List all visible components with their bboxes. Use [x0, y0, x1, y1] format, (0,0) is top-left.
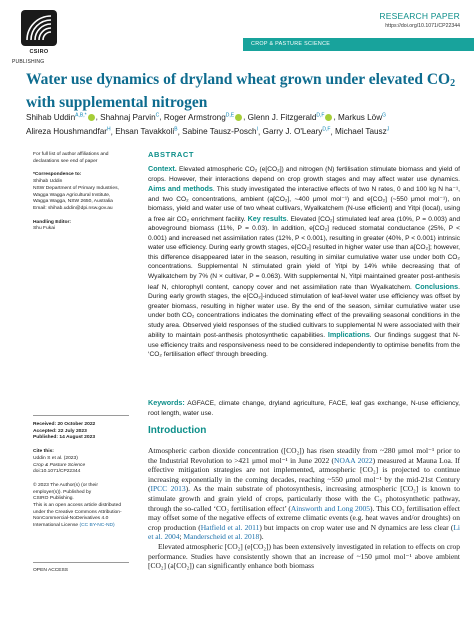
cite-label: Cite this:: [33, 449, 54, 455]
abstract-results-label: Key results: [247, 213, 287, 223]
editor-name: Shu Fukai: [33, 226, 56, 232]
author-affiliation-sup[interactable]: J: [386, 126, 390, 133]
author-name[interactable]: Roger Armstrong: [163, 112, 226, 122]
abstract-aims-label: Aims and methods: [148, 184, 213, 194]
author-name[interactable]: Alireza Houshmandfar: [26, 127, 108, 137]
author-affiliation-sup[interactable]: D,E: [225, 112, 235, 118]
journal-section-band: CROP & PASTURE SCIENCE: [243, 38, 474, 51]
intro-paragraph-2: [148, 542, 460, 571]
copyright-line: This is an open access article distributed: [33, 503, 122, 509]
citation-link[interactable]: IPCC 2013: [150, 484, 186, 494]
license-link[interactable]: (CC BY-NC-ND): [79, 523, 115, 529]
author-line-2: Alireza Houshmandfar$^H$, Ehsan Tavakkoli$^B$, Sabine Tausz-Posch$^I$, Garry J. O'Leary$^{D,F}$, Michael Tausz$^J$: [26, 126, 390, 137]
article-dates-sidebar: [33, 422, 133, 537]
author-name[interactable]: Shahnaj Parvin: [100, 112, 156, 122]
abstract-aims-text: . This study investigated the interactive effects of two N rates, 0 and 100 kg N ha⁻¹, and two CO₂ concentrations, ambient (a[CO₂], ~400 μmol mol⁻¹) and e[CO₂] (~550 μmol mol⁻¹), on biomass, yield and water use of two wheat cultivars, Wyalkatchem (N-use efficient) and Yitpi (local), using a free air CO₂ enrichment facility.: [148, 186, 460, 223]
correspondence-line: Wagga Wagga Agricultural Institute,: [33, 192, 111, 198]
correspondence-name: Shihab Uddin: [33, 179, 63, 185]
intro-text: ) but impacts on crop water use and N dynamics are less clear (: [259, 522, 454, 532]
article-title: [26, 70, 456, 112]
sidebar-divider: [33, 562, 129, 563]
abstract-implications-label: Implications: [327, 330, 370, 340]
copyright-license-line: [33, 523, 133, 530]
correspondence-line: NSW Department of Primary Industries,: [33, 185, 119, 191]
editor-label: Handling Editor:: [33, 219, 72, 225]
copyright-line: under the Creative Commons Attribution-: [33, 509, 122, 515]
abstract-results-text: . Elevated [CO₂] stimulated leaf area (10%, P = 0.003) and aboveground biomass (11%, P = 0.03). In addition, e[CO₂] reduced stomatal conductance (25%, P < 0.001) and increased net assimilation rates (12%, P < 0.001), resulting in greater (40%, P < 0.001) intrinsic water use efficiency. During early growth stages, e[CO₂] resulted in higher water use than a[CO₂]; however, this difference disappeared later in the season, resulting in similar cumulative water use under both CO₂ concentrations. Supplemental N stimulated grain yield of Yitpi by 14% while decreasing that of Wyalkatchem by 7% (N × cultivar, P = 0.063). With supplemental N, Yitpi maintained greater post-anthesis leaf N, chlorophyll content, canopy cover and net assimilation rate than Wyalkatchem.: [148, 215, 461, 291]
dates-block: [33, 422, 133, 442]
abstract-heading: ABSTRACT: [148, 150, 195, 159]
sidebar-divider: [33, 415, 129, 416]
author-entry: [338, 113, 386, 122]
abstract-context-label: Context.: [148, 164, 177, 173]
correspondence-label: *Correspondence to:: [33, 172, 82, 178]
introduction-heading: Introduction: [148, 425, 207, 436]
author-affiliation-sup[interactable]: D,F: [322, 126, 331, 133]
author-affiliation-sup[interactable]: G: [382, 112, 387, 118]
csiro-logo-icon: [21, 10, 57, 46]
copyright-line: NonCommercial-NoDerivatives 4.0: [33, 516, 109, 522]
open-access-label: OPEN ACCESS: [33, 568, 69, 573]
author-entry: [335, 127, 389, 136]
citation-link[interactable]: Li et al. 2004: [148, 522, 460, 542]
correspondence-block: [33, 172, 133, 212]
author-affiliation-sup[interactable]: H: [107, 126, 111, 133]
abstract-conclusions-text: . During early growth stages, the e[CO₂]-induced stimulation of leaf-level water use efficiency was offset by greater biomass, resulting in higher water use. By the end of the season, similar cumulative water use under both CO₂ concentrations indicates the dominating effect of the prevailing seasonal conditions in the study area. Observed yield responses of the studied cultivars to supplemental N were associated with their ability to maintain post-anthesis photosynthetic capabilities.: [148, 283, 460, 340]
author-entry: [263, 127, 331, 136]
cite-line: Uddin S et al. (2023): [33, 455, 78, 461]
author-name[interactable]: Michael Tausz: [335, 127, 387, 137]
csiro-logo: [14, 10, 64, 55]
intro-text: ). This CO₂ fertilisation effect may offset some of the negative effects of extreme climatic events (e.g. heat waves and/or droughts) on crop production (: [148, 503, 461, 532]
doi-link[interactable]: https://doi.org/10.1071/CP22344: [385, 23, 460, 29]
author-entry: [100, 113, 159, 122]
intro-paragraph-1: [148, 446, 460, 542]
author-list: [26, 109, 466, 138]
author-affiliation-sup[interactable]: C: [155, 112, 160, 118]
cite-line: doi:10.1071/CP22344: [33, 469, 81, 475]
abstract-body: [148, 164, 460, 360]
author-affiliation-sup[interactable]: B: [174, 126, 178, 133]
title-tail: with supplemental nitrogen: [26, 94, 208, 111]
intro-text: Atmospheric carbon dioxide concentration ([CO₂]) has risen steadily from ~280 μmol mol⁻¹ prior to the Industrial Revolution to >421 μmol mol⁻¹ in June 2022 (: [148, 446, 460, 465]
orcid-icon[interactable]: [235, 114, 242, 121]
abstract-context-text: Elevated atmospheric CO₂ (e[CO₂]) and nitrogen (N) fertilisation stimulate biomass and yield of crops. However, their interactions depend on crop growth stages and may affect water use dynamics.: [148, 166, 460, 183]
title-subscript: 2: [450, 78, 456, 89]
citation-link[interactable]: NOAA 2022: [334, 455, 373, 465]
author-entry: [26, 113, 96, 122]
intro-text: ).: [259, 532, 264, 542]
author-name[interactable]: Markus Löw: [338, 112, 383, 122]
intro-text: Elevated atmospheric [CO₂] (e[CO₂]) has been extensively investigated in relation to effects on crop performance. Studies have consistently shown that an increase of ~150 μmol mol⁻¹ above ambient [CO₂] (a[CO₂]) can significantly enhance both biomass: [148, 541, 460, 571]
keywords: [148, 398, 460, 418]
published-date: Published: 14 August 2023: [33, 435, 96, 441]
citation-link[interactable]: Ainsworth and Long 2005: [290, 503, 371, 513]
cite-block: [33, 449, 133, 476]
author-name[interactable]: Shihab Uddin: [26, 112, 76, 122]
author-name[interactable]: Glenn J. Fitzgerald: [247, 112, 317, 122]
author-affiliation-sup[interactable]: D,F: [316, 112, 325, 118]
correspondence-email[interactable]: Email: shihab.uddin@dpi.nsw.gov.au: [33, 205, 113, 211]
copyright-line: CSIRO Publishing.: [33, 496, 74, 502]
editor-block: [33, 220, 133, 233]
keywords-text: AGFACE, climate change, dryland agriculture, FACE, leaf gas exchange, N-use efficiency, root length, water use.: [148, 400, 460, 417]
brand-name: CSIRO: [29, 49, 49, 55]
author-entry: [115, 127, 177, 136]
intro-text: ). As the main substrate of photosynthesis, increasing atmospheric [CO₂] is known to stimulate growth and grain yield of crops, particularly those with the C₃ photosynthetic pathway, through the so-called ‘CO₂ fertilisation effect’ (: [148, 484, 460, 513]
article-type-label: RESEARCH PAPER: [379, 11, 460, 21]
citation-link[interactable]: Manderscheid et al. 2018: [183, 532, 260, 542]
publishing-label: PUBLISHING: [12, 59, 45, 65]
received-date: Received: 20 October 2022: [33, 422, 96, 427]
title-main: Water use dynamics of dryland wheat grown under elevated CO: [26, 71, 451, 88]
correspondence-line: Wagga Wagga, NSW 2650, Australia: [33, 199, 113, 205]
accepted-date: Accepted: 22 July 2023: [33, 428, 87, 434]
abstract-implications-text: . Our findings suggest that N-use efficiency traits and responsiveness need to be considered independently to optimise benefits from the ‘CO₂ fertilisation effect’ through breeding.: [148, 332, 460, 359]
author-entry: [164, 113, 243, 122]
intro-text: ;: [179, 532, 184, 542]
copyright-line: International License: [33, 523, 79, 529]
author-affiliation-sup[interactable]: I: [256, 126, 259, 133]
author-entry: [248, 113, 334, 122]
intro-text: ) measured at Mauna Loa. If effective mitigation strategies are not implemented, atmospheric [CO₂] is projected to continue increasing exponentially in the coming decades, reaching ~550 μmol mol⁻¹ by the mid-21st Century (: [148, 455, 460, 494]
abstract-conclusions-label: Conclusions: [415, 281, 459, 291]
introduction-body: [148, 446, 460, 571]
citation-link[interactable]: Hatfield et al. 2011: [200, 522, 260, 532]
orcid-icon[interactable]: [325, 114, 332, 121]
author-line-1: Shihab Uddin$^{A,B,*}$ , Shahnaj Parvin$^C$, Roger Armstrong$^{D,E}$ , Glenn J. Fitzgerald$^{D,F}$ , Markus Löw$^G$: [26, 112, 387, 122]
author-name[interactable]: Ehsan Tavakkoli: [115, 127, 175, 137]
copyright-block: [33, 483, 133, 530]
author-name[interactable]: Sabine Tausz-Posch: [182, 127, 257, 137]
author-name[interactable]: Garry J. O'Leary: [262, 127, 323, 137]
cite-line: Crop & Pasture Science: [33, 462, 86, 468]
orcid-icon[interactable]: [88, 114, 95, 121]
copyright-line: employer(s)). Published by: [33, 489, 92, 495]
author-entry: [26, 127, 111, 136]
copyright-line: © 2023 The Author(s) (or their: [33, 482, 98, 488]
article-sidebar: [33, 152, 133, 240]
author-affiliation-sup[interactable]: A,B,*: [75, 112, 87, 118]
affiliations-note: For full list of author affiliations and declarations see end of paper: [33, 152, 109, 164]
keywords-label: Keywords:: [148, 398, 185, 407]
author-entry: [182, 127, 258, 136]
